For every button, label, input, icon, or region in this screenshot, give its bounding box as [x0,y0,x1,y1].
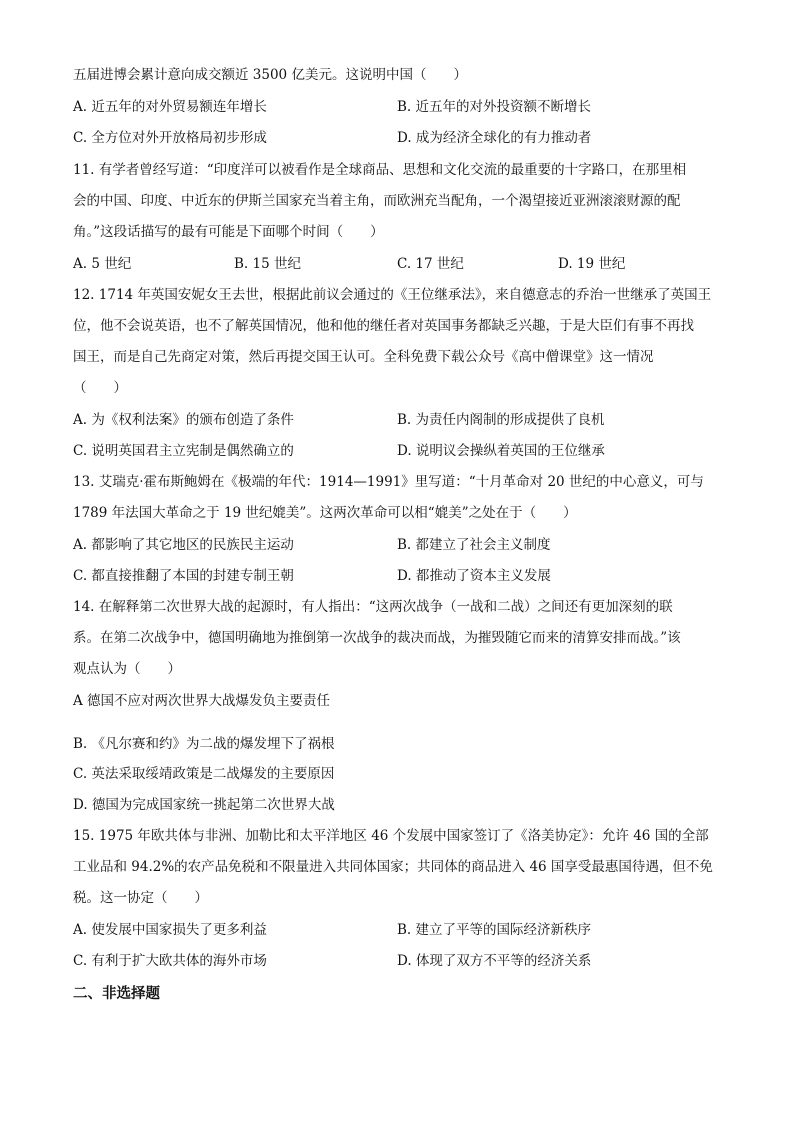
q11-option-b: B. 15 世纪 [234,256,301,272]
q12-option-c: C. 说明英国君主立宪制是偶然确立的 [73,443,294,459]
q11-stem-line-2: 会的中国、印度、中近东的伊斯兰国家充当着主角，而欧洲充当配角，一个渴望接近亚洲滚滚财源的配 [73,193,681,209]
q15-option-b: B. 建立了平等的国际经济新秩序 [397,922,592,938]
q14-option-b: B. 《凡尔赛和约》为二战的爆发埋下了祸根 [73,736,335,752]
section-title: 二、非选择题 [73,986,160,1002]
q11-stem-line-1: 11. 有学者曾经写道：“印度洋可以被看作是全球商品、思想和文化交流的最重要的十字路口，在那里相 [73,162,687,178]
q12-option-d: D. 说明议会操纵着英国的王位继承 [397,443,605,459]
q10-option-d: D. 成为经济全球化的有力推动者 [397,130,592,146]
q11-option-a: A. 5 世纪 [73,256,132,272]
q11-stem-line-3: 角。”这段话描写的最有可能是下面哪个时间（ ） [73,224,384,240]
q11-option-c: C. 17 世纪 [397,256,464,272]
q13-option-a: A. 都影响了其它地区的民族民主运动 [73,537,294,553]
q14-stem-line-2: 系。在第二次战争中，德国明确地为推倒第一次战争的裁决而战，为摧毁随它而来的清算安排而战。”该 [73,630,681,646]
q10-stem: 五届进博会累计意向成交额近 3500 亿美元。这说明中国（ ） [73,67,467,83]
q15-option-c: C. 有利于扩大欧共体的海外市场 [73,953,267,969]
q11-option-d: D. 19 世纪 [558,256,626,272]
q14-option-a: A 德国不应对两次世界大战爆发负主要责任 [73,693,331,709]
q12-stem-line-4: （ ） [73,380,127,396]
q12-stem-line-3: 国王，而是自己先商定对策，然后再提交国王认可。全科免费下载公众号《高中僧课堂》这一情况 [73,349,654,365]
q12-option-b: B. 为责任内阁制的形成提供了良机 [397,412,605,428]
q13-stem-line-1: 13. 艾瑞克·霍布斯鲍姆在《极端的年代：1914—1991》里写道：“十月革命对 20 世纪的中心意义，可与 [73,474,704,490]
q10-option-b: B. 近五年的对外投资额不断增长 [397,99,592,115]
q10-option-c: C. 全方位对外开放格局初步形成 [73,130,267,146]
q13-option-d: D. 都推动了资本主义发展 [397,568,551,584]
q15-stem-line-3: 税。这一协定（ ） [73,890,208,906]
q15-option-a: A. 使发展中国家损失了更多利益 [73,922,267,938]
q13-option-b: B. 都建立了社会主义制度 [397,537,551,553]
q15-option-d: D. 体现了双方不平等的经济关系 [397,953,592,969]
q14-stem-line-3: 观点认为（ ） [73,661,181,677]
q15-stem-line-2: 工业品和 94.2%的农产品免税和不限量进入共同体国家；共同体的商品进入 46 国享受最惠国待遇，但不免 [73,859,713,875]
q13-stem-line-2: 1789 年法国大革命之于 19 世纪媲美”。这两次革命可以相“媲美”之处在于（ ） [73,505,577,521]
q10-option-a: A. 近五年的对外贸易额连年增长 [73,99,267,115]
q15-stem-line-1: 15. 1975 年欧共体与非洲、加勒比和太平洋地区 46 个发展中国家签订了《洛美协定》：允许 46 国的全部 [73,828,709,844]
q14-stem-line-1: 14. 在解释第二次世界大战的起源时，有人指出：“这两次战争（一战和二战）之间还有更加深刻的联 [73,599,673,615]
q13-option-c: C. 都直接推翻了本国的封建专制王朝 [73,568,294,584]
q12-stem-line-1: 12. 1714 年英国安妮女王去世，根据此前议会通过的《王位继承法》，来自德意志的乔治一世继承了英国王 [73,287,712,303]
q14-option-c: C. 英法采取绥靖政策是二战爆发的主要原因 [73,766,335,782]
q14-option-d: D. 德国为完成国家统一挑起第二次世界大战 [73,797,335,813]
q12-stem-line-2: 位，他不会说英语，也不了解英国情况，他和他的继任者对英国事务都缺乏兴趣，于是大臣们有事不再找 [73,318,694,334]
q12-option-a: A. 为《权利法案》的颁布创造了条件 [73,412,294,428]
